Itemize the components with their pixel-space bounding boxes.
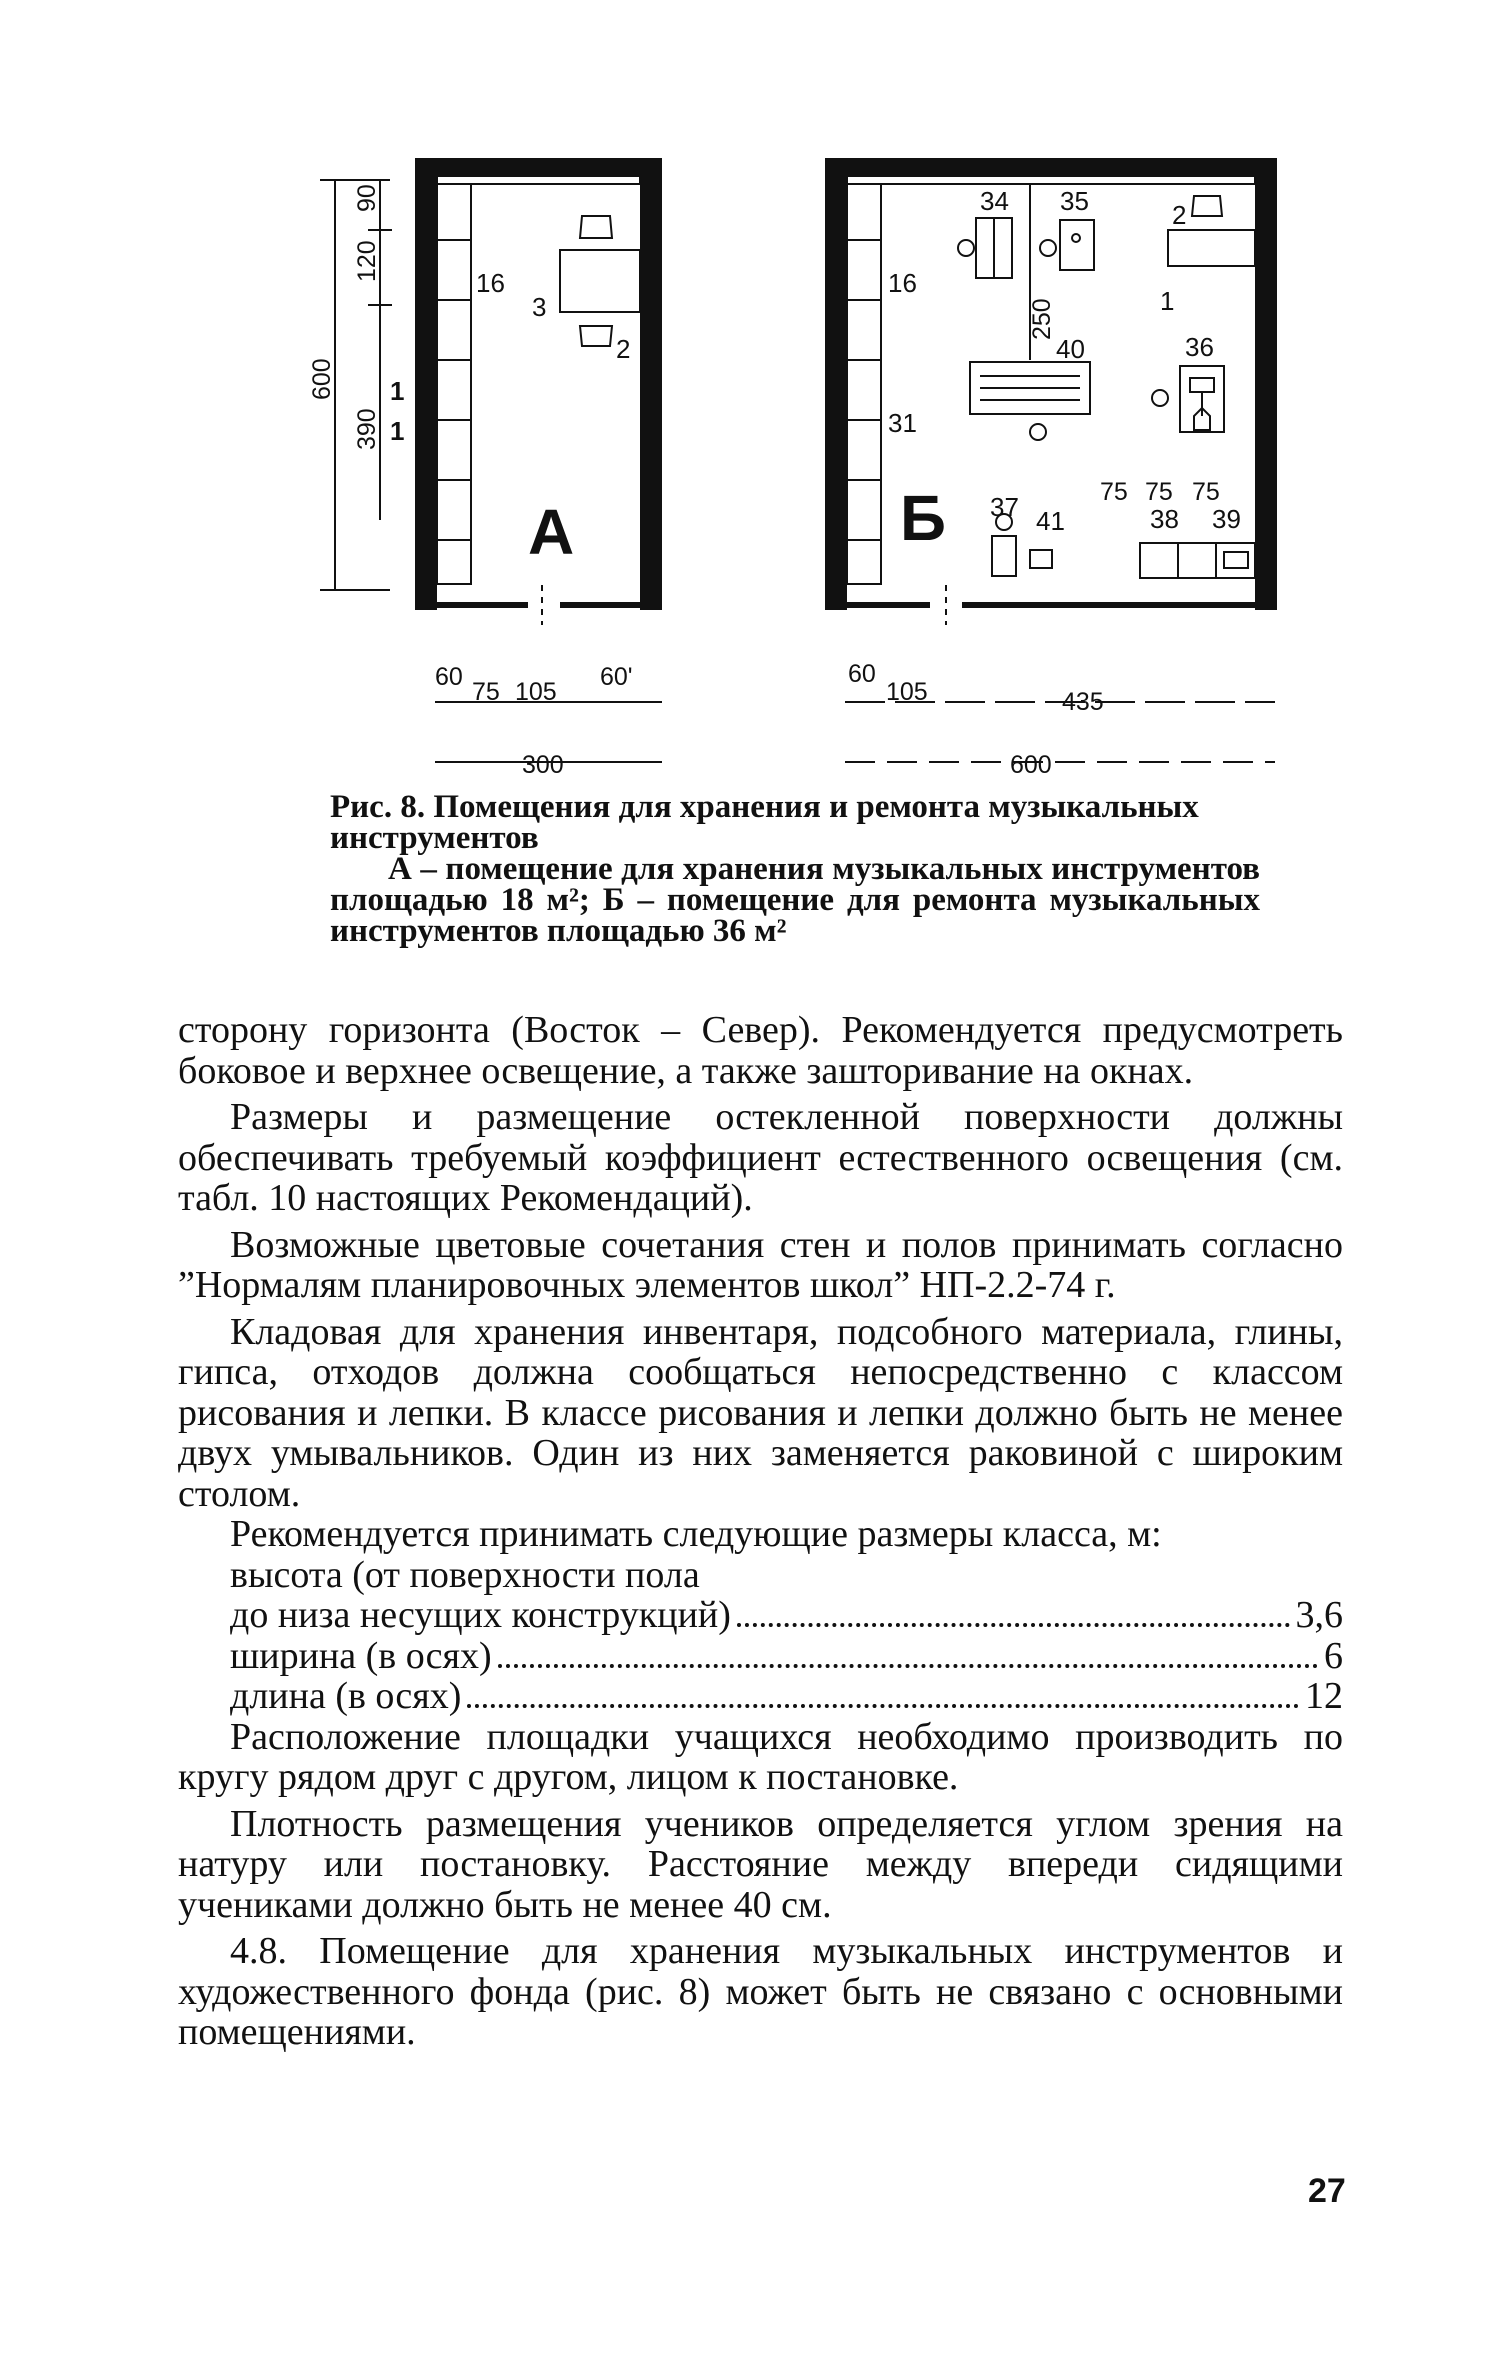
dim-a-120: 120 <box>353 240 381 282</box>
plan-b-label-39: 39 <box>1212 504 1241 534</box>
plan-b-label-41: 41 <box>1036 506 1065 536</box>
plan-a-label-1a: 1 <box>390 376 405 406</box>
plan-a-letter: А <box>528 496 575 568</box>
list-item-value: 12 <box>1305 1675 1343 1717</box>
leader-dots <box>467 1704 1299 1708</box>
dim-a-90: 90 <box>353 184 381 212</box>
leader-dots <box>498 1664 1318 1668</box>
paragraph: 4.8. Помещение для хранения музыкальных инструментов и художественного фонда (рис. 8) может быть не связано с основными помещениями. <box>178 1930 1343 2053</box>
plan-b-label-31: 31 <box>888 408 917 438</box>
dim-a-bottom-60: 60 <box>435 663 463 691</box>
list-item-label: ширина (в осях) <box>230 1634 492 1677</box>
list-item <box>178 1595 1343 1636</box>
plan-b <box>825 158 1277 762</box>
dim-b-bottom-105: 105 <box>886 678 928 706</box>
dim-b-total-600: 600 <box>1010 751 1052 779</box>
paragraph: Кладовая для хранения инвентаря, подсобного материала, глины, гипса, отходов должна сообщаться непосредственно с классом рисования и лепки. В классе рисования и лепки должно быть не менее двух умывальников. Один из них заменяется раковиной с широким столом. <box>178 1310 1343 1515</box>
dim-b-bottom-435: 435 <box>1062 688 1104 716</box>
plan-b-dim-250: 250 <box>1028 298 1056 340</box>
list-item-label: до низа несущих конструкций) <box>230 1594 731 1636</box>
list-item <box>178 1636 1343 1677</box>
list-item-value: 6 <box>1324 1634 1343 1677</box>
plan-a-label-1b: 1 <box>390 416 405 446</box>
figure-caption <box>330 789 1260 949</box>
dim-a-bottom-75: 75 <box>472 678 500 706</box>
plan-b-label-16: 16 <box>888 268 917 298</box>
plan-b-label-1: 1 <box>1160 286 1175 316</box>
plan-b-dim-75c: 75 <box>1192 478 1220 506</box>
plan-b-letter: Б <box>900 482 946 554</box>
list-item-label: длина (в осях) <box>230 1675 462 1717</box>
figure-8-floor-plans <box>250 130 1290 780</box>
plan-b-label-36: 36 <box>1185 332 1214 362</box>
dim-a-390: 390 <box>353 408 381 450</box>
plan-b-dim-75a: 75 <box>1100 478 1128 506</box>
plan-a-label-2: 2 <box>616 334 631 364</box>
plan-b-label-34: 34 <box>980 186 1009 216</box>
dim-b-bottom-60: 60 <box>848 660 876 688</box>
list-item <box>178 1676 1343 1717</box>
plan-b-label-38: 38 <box>1150 504 1179 534</box>
page-number: 27 <box>1308 2172 1346 2210</box>
list-item-value: 3,6 <box>1295 1594 1343 1636</box>
dim-a-bottom-105: 105 <box>515 678 557 706</box>
plan-a-label-3: 3 <box>532 292 547 322</box>
list-head: высота (от поверхности пола <box>230 1553 700 1596</box>
paragraph: Рекомендуется принимать следующие размеры класса, м: <box>230 1513 1162 1555</box>
plan-a-label-16: 16 <box>476 268 505 298</box>
leader-dots <box>737 1623 1290 1627</box>
dim-a-total-300: 300 <box>522 751 564 779</box>
dim-a-600: 600 <box>308 358 336 400</box>
plan-b-label-37: 37 <box>990 492 1019 522</box>
plan-b-label-40: 40 <box>1056 334 1085 364</box>
paragraph: сторону горизонта (Восток – Север). Рекомендуется предусмотреть боковое и верхнее освещение, а также зашторивание на окнах. <box>178 1009 1343 1092</box>
plan-b-dim-75b: 75 <box>1145 478 1173 506</box>
paragraph: Возможные цветовые сочетания стен и полов принимать согласно ”Нормалям планировочных элементов школ” НП-2.2-74 г. <box>178 1223 1343 1306</box>
caption-text: А – помещение для хранения музыкальных инструментов площадью 18 м²; Б – помещение для ремонта музыкальных инструментов площадью 36 м² <box>330 851 1260 949</box>
paragraph: Расположение площадки учащихся необходимо производить по кругу рядом друг с другом, лицом к постановке. <box>178 1715 1343 1798</box>
paragraph: Плотность размещения учеников определяется углом зрения на натуру или постановку. Расстояние между впереди сидящими учениками должно быть не менее 40 см. <box>178 1802 1343 1926</box>
plan-b-label-2: 2 <box>1172 200 1187 230</box>
paragraph: Размеры и размещение остекленной поверхности должны обеспечивать требуемый коэффициент естественного освещения (см. табл. 10 настоящих Рекомендаций). <box>178 1096 1343 1219</box>
plan-b-label-35: 35 <box>1060 186 1089 216</box>
plan-b-labels <box>848 186 1241 779</box>
dim-a-bottom-60r: 60' <box>600 663 633 691</box>
caption-title: Рис. 8. Помещения для хранения и ремонта музыкальных инструментов <box>330 789 1199 856</box>
body-text <box>178 1010 1343 2053</box>
